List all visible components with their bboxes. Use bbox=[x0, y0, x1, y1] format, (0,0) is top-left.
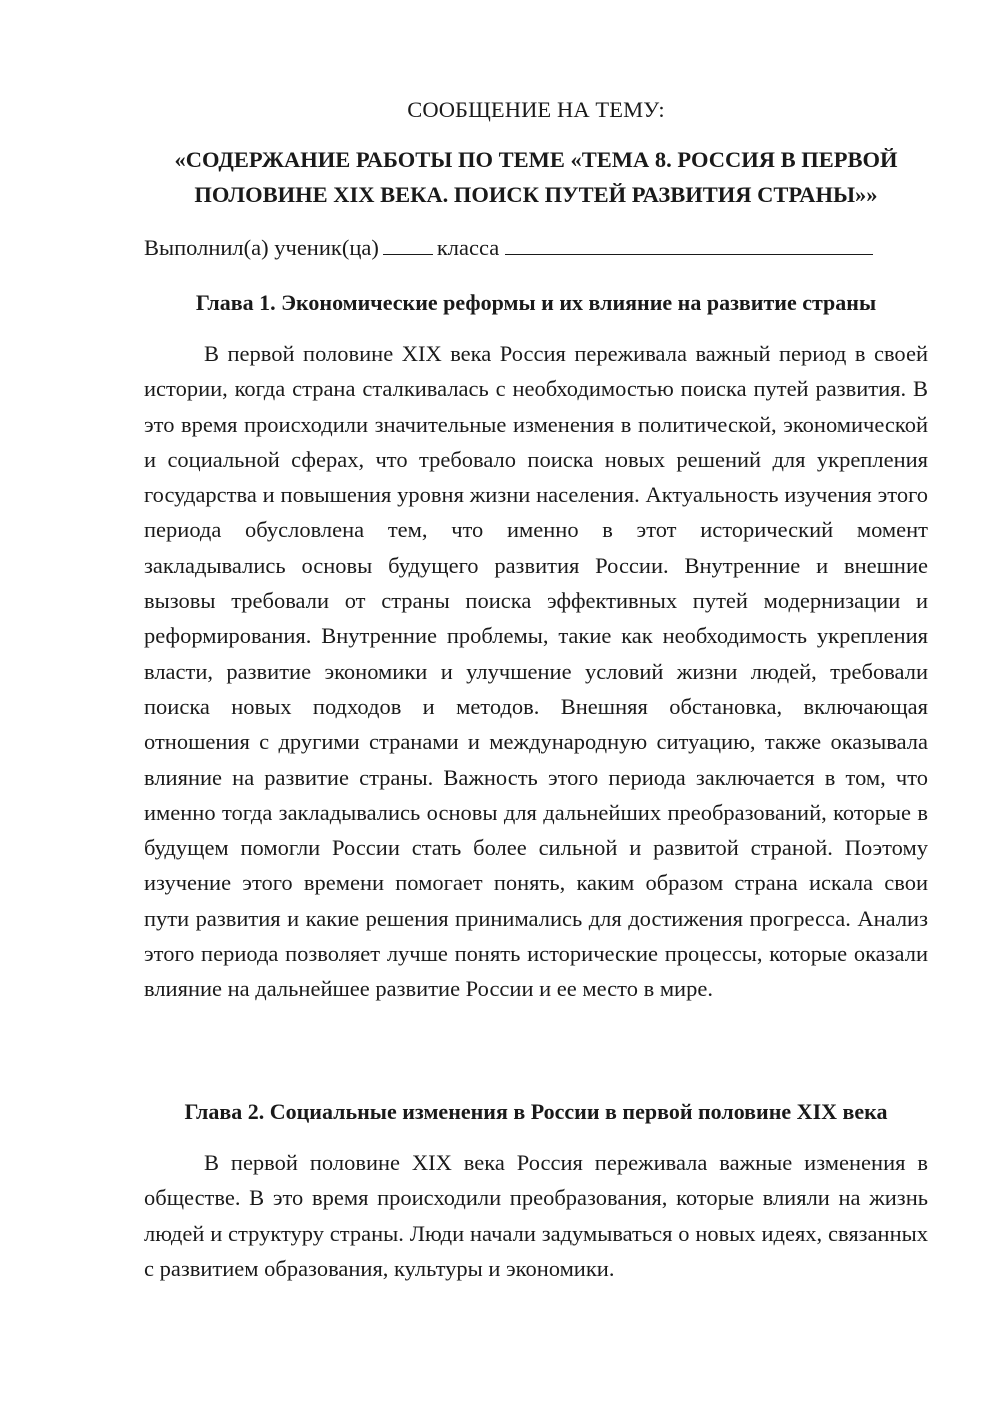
student-name-blank bbox=[505, 232, 873, 255]
author-line bbox=[144, 232, 928, 264]
report-title: «СОДЕРЖАНИЕ РАБОТЫ ПО ТЕМЕ «ТЕМА 8. РОССИЯ В ПЕРВОЙ ПОЛОВИНЕ XIX ВЕКА. ПОИСК ПУТЕЙ РАЗВИТИЯ СТРАНЫ»» bbox=[174, 147, 898, 207]
chapter-heading-2: Глава 2. Социальные изменения в России в первой половине XIX века bbox=[184, 1099, 888, 1124]
class-number-blank bbox=[383, 232, 433, 255]
chapter-paragraph-2: В первой половине XIX века Россия переживала важные изменения в обществе. В это время происходили преобразования, которые влияли на жизнь людей и структуру страны. Люди начали задумываться о новых идеях, связанных с развитием образования, культуры и экономики. bbox=[144, 1150, 928, 1281]
chapter-paragraph-1: В первой половине XIX века Россия переживала важный период в своей истории, когда страна сталкивалась с необходимостью поиска путей развития. В это время происходили значительные изменения в политической, экономической и социальной сферах, что требовало поиска новых решений для укрепления государства и повышения уровня жизни населения. Актуальность изучения этого периода обусловлена тем, что именно в этот исторический момент закладывались основы будущего развития России. Внутренние и внешние вызовы требовали от страны поиска эффективных путей модернизации и реформирования. Внутренние проблемы, такие как необходимость укрепления власти, развитие экономики и улучшение условий жизни людей, требовали поиска новых подходов и методов. Внешняя обстановка, включающая отношения с другими странами и международную ситуацию, также оказывала влияние на развитие страны. Важность этого периода заключается в том, что именно тогда закладывались основы для дальнейших преобразований, которые в будущем помогли России стать более сильной и развитой страной. Поэтому изучение этого времени помогает понять, каким образом страна искала свои пути развития и какие решения принимались для достижения прогресса. Анализ этого периода позволяет лучше понять исторические процессы, которые оказали влияние на дальнейшее развитие России и ее место в мире. bbox=[144, 341, 928, 1002]
report-label: СООБЩЕНИЕ НА ТЕМУ: bbox=[407, 97, 665, 122]
chapter-heading-1: Глава 1. Экономические реформы и их влияние на развитие страны bbox=[195, 290, 877, 315]
author-class-label: класса bbox=[436, 235, 500, 260]
author-prefix: Выполнил(а) ученик(ца) bbox=[144, 235, 379, 260]
